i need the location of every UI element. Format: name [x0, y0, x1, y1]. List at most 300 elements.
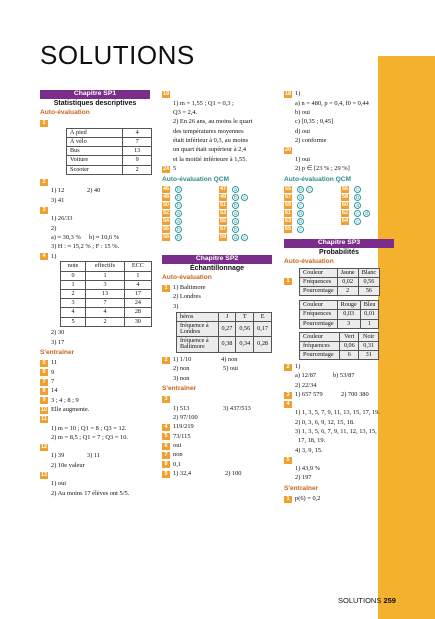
answer: 1) — [51, 252, 57, 260]
table-row — [67, 165, 152, 174]
answer: b) ≈ 10,6 % — [89, 233, 120, 241]
exercise-number: 19 — [162, 91, 170, 98]
answer-circle: c — [297, 202, 304, 209]
table-cell: 9 — [123, 156, 152, 165]
answer-circle: b — [354, 194, 361, 201]
answer: b) 53/87 — [333, 372, 355, 380]
chapter-sp1-subtitle: Statistiques descriptives — [53, 99, 137, 107]
qcm-item — [341, 217, 398, 225]
table-cell: Couleur — [300, 332, 340, 341]
exercise-number: 56 — [162, 225, 170, 232]
exercise-number: 6 — [162, 443, 170, 450]
exercise-number: 47 — [219, 185, 227, 192]
table-cell: 28 — [124, 308, 151, 317]
table-cell: Couleur — [300, 301, 338, 310]
exercise-number: 1 — [40, 120, 48, 127]
table-cell: 6 — [340, 351, 359, 360]
table-header-cell: J — [218, 312, 236, 321]
answer: 9 — [51, 368, 55, 376]
exercise-number: 60 — [341, 201, 349, 208]
answer: 1) m = 10 ; Q1 = 8 ; Q3 = 12. — [51, 424, 127, 432]
answer: 1) oui — [51, 480, 67, 488]
table-cell: 2 — [61, 289, 86, 298]
answer: 4) non — [221, 356, 238, 363]
heroes-table — [176, 312, 272, 353]
answer: 2) non — [173, 365, 190, 373]
qcm-item — [219, 225, 276, 233]
table-header-cell: note — [61, 262, 86, 271]
table-header-cell: héros — [177, 312, 219, 321]
answer: b) oui — [295, 109, 311, 117]
table-cell: 0,02 — [337, 277, 358, 286]
answer: 1) 1, 3, 5, 7, 9, 11, 13, 15, 17, 19. — [295, 409, 380, 417]
answer: 2) 0, 3, 6, 9, 12, 15, 18. — [295, 418, 355, 426]
table-cell: 13 — [86, 289, 125, 298]
table-cell: 4 — [86, 308, 125, 317]
autoeval-heading: Auto-évaluation — [162, 274, 212, 282]
answer: d) oui — [295, 127, 311, 135]
answer: des températures moyennes — [173, 127, 244, 135]
qcm-grid — [162, 185, 277, 241]
column-sp3 — [284, 90, 394, 504]
table-cell: Vert — [340, 332, 359, 341]
exercise-number: 61 — [284, 209, 292, 216]
table-cell: 1 — [86, 271, 125, 280]
answer-circle: b — [175, 202, 182, 209]
answer: 1) 12 — [51, 187, 65, 195]
qcm-heading: Auto-évaluation QCM — [284, 175, 352, 183]
table-cell: À vélo — [67, 137, 123, 146]
answer: 1) 39 — [51, 452, 65, 460]
answer: 3) 17 — [51, 338, 65, 346]
answer: 1) 43,9 % — [295, 465, 321, 473]
qcm-heading: Auto-évaluation QCM — [162, 175, 230, 183]
exercise-number: 65 — [284, 225, 292, 232]
table-cell: 0,01 — [360, 310, 379, 319]
answer: 4) 3, 9, 15. — [295, 446, 323, 454]
answer: c) [0,35 ; 0,45] — [295, 118, 334, 126]
exercise-number: 8 — [162, 461, 170, 468]
answer: 17, 18, 19. — [298, 437, 326, 445]
exercise-number: 59 — [219, 233, 227, 240]
answer: 3) 11 — [87, 452, 101, 460]
answer: 2) 97/100 — [173, 414, 198, 422]
table-header-cell: E — [254, 312, 272, 321]
exercise-number: 5 — [284, 457, 292, 464]
answer: non — [173, 451, 183, 459]
exercise-number: 3 — [284, 392, 292, 399]
table-header-cell: effectifs — [86, 262, 125, 271]
answer: 3) 41 — [51, 196, 65, 204]
answer: 5 — [173, 164, 177, 172]
table-cell: 2 — [123, 165, 152, 174]
exercise-number: 58 — [341, 193, 349, 200]
chapter-sp3-header: Chapitre SP3 — [284, 239, 394, 248]
answer: 1) — [295, 90, 301, 98]
exercise-number: 5 — [40, 360, 48, 367]
answer: 1) 513 — [173, 404, 190, 412]
answer: 3) non — [173, 374, 190, 382]
table-cell: 17 — [124, 289, 151, 298]
qcm-item — [219, 233, 276, 241]
exercise-number: 8 — [40, 388, 48, 395]
exercise-number: 52 — [162, 209, 170, 216]
qcm-item — [219, 185, 276, 193]
answer: 2) 40 — [87, 187, 101, 195]
answer-circle: b — [297, 218, 304, 225]
table-cell: 4 — [123, 128, 152, 137]
table-cell: Jaune — [337, 268, 358, 277]
exercise-number: 55 — [219, 217, 227, 224]
answer: oui — [173, 441, 182, 449]
answer-circle: b — [175, 226, 182, 233]
entrainer-heading: S'entraîner — [162, 385, 197, 393]
table-cell: Bleu — [360, 301, 379, 310]
page-number: 259 — [383, 596, 396, 605]
qcm-item — [162, 225, 219, 233]
exercise-number: 7 — [40, 379, 48, 386]
table-cell: 0,27 — [218, 321, 236, 336]
table-cell: Pourcentage — [300, 287, 338, 296]
table-cell: À pied — [67, 128, 123, 137]
qcm-item — [341, 185, 398, 193]
table-cell: 0,56 — [358, 277, 379, 286]
table-cell: 1 — [360, 319, 379, 328]
table-row — [61, 317, 152, 326]
exercise-number: 5 — [162, 433, 170, 440]
table-cell: Voiture — [67, 156, 123, 165]
table-cell: Pourcentage — [300, 351, 340, 360]
table-header-cell: T — [236, 312, 254, 321]
table-cell: 0,03 — [337, 310, 360, 319]
table-row — [61, 299, 152, 308]
qcm-item — [341, 209, 398, 217]
chapter-sp3-subtitle: Probabilités — [318, 249, 360, 257]
answer: 1) 1/10 — [173, 356, 192, 363]
answer: 2) 197 — [295, 474, 312, 482]
transport-table — [66, 128, 152, 175]
answer-circle: c — [354, 210, 361, 217]
exercise-number: 24 — [162, 165, 170, 172]
exercise-number: 46 — [162, 185, 170, 192]
exercise-number: 62 — [341, 209, 349, 216]
table-cell: Pourcentage — [300, 319, 338, 328]
answer: a) n = 480, p = 0,4, f0 = 0,44 — [295, 99, 369, 107]
table-row — [300, 351, 379, 360]
answer: 2) 700 380 — [341, 390, 369, 398]
table-cell: Rouge — [337, 301, 360, 310]
exercise-number: 6 — [40, 369, 48, 376]
answer-circle: b — [175, 234, 182, 241]
exercise-number: 56 — [341, 185, 349, 192]
answer: 2) 10e valeur — [51, 461, 85, 469]
exercise-number: 7 — [162, 452, 170, 459]
color-table-a — [299, 268, 380, 297]
table-cell: 0,56 — [236, 321, 254, 336]
table-cell: 0,28 — [254, 337, 272, 352]
answer: était inférieur à 0,3, au moins — [173, 136, 249, 144]
chapter-sp1-header: Chapitre SP1 — [40, 90, 150, 99]
exercise-number: 13 — [40, 471, 48, 478]
answer: et la moitié inférieure à 1,55. — [173, 155, 247, 163]
table-row — [300, 268, 380, 277]
answer-circle: a — [175, 210, 182, 217]
table-cell: Couleur — [300, 268, 338, 277]
table-cell: 7 — [86, 299, 125, 308]
table-cell: Bus — [67, 147, 123, 156]
exercise-number: 49 — [219, 193, 227, 200]
exercise-number: 57 — [284, 193, 292, 200]
exercise-number: 54 — [162, 217, 170, 224]
answer: 119/219 — [173, 423, 194, 431]
color-table-b — [299, 300, 379, 329]
qcm-item — [162, 233, 219, 241]
table-row — [67, 137, 152, 146]
table-cell: 0 — [61, 271, 86, 280]
table-header-cell: ECC — [124, 262, 151, 271]
answer: 2) m = 8,5 ; Q1 = 7 ; Q3 = 10. — [51, 433, 129, 441]
table-cell: 0,34 — [236, 337, 254, 352]
exercise-number: 63 — [284, 217, 292, 224]
qcm-item — [341, 201, 398, 209]
table-cell: 3 — [86, 280, 125, 289]
table-cell: 7 — [123, 137, 152, 146]
exercise-number: 2 — [162, 357, 170, 364]
exercise-number: 55 — [284, 185, 292, 192]
table-cell: 2 — [337, 287, 358, 296]
answer-circle: b — [297, 186, 304, 193]
table-cell: 31 — [359, 351, 379, 360]
answer: 3) H : ≈ 15,2 % ; F : 15 %. — [51, 243, 120, 251]
answer-circle: c — [354, 186, 361, 193]
answer: 2) 30 — [51, 329, 65, 337]
table-cell: fréquences — [300, 342, 340, 351]
table-row — [300, 332, 379, 341]
table-row — [300, 342, 379, 351]
notes-table — [60, 261, 152, 326]
answer: 2) En 26 ans, au moins le quart — [173, 118, 253, 126]
exercise-number: 50 — [162, 201, 170, 208]
answer: a) 12/87 — [295, 372, 317, 380]
answer: 2) — [51, 224, 57, 232]
table-cell: 3 — [337, 319, 360, 328]
answer-circle: b — [175, 194, 182, 201]
table-cell: Fréquences — [300, 310, 338, 319]
answer-circle: d — [363, 210, 370, 217]
table-row — [61, 289, 152, 298]
qcm-item — [284, 209, 341, 217]
answer-circle: b — [297, 210, 304, 217]
page-footer — [338, 597, 396, 605]
answer: 2) 100 — [225, 469, 242, 477]
entrainer-heading: S'entraîner — [40, 349, 75, 357]
exercise-number: 58 — [162, 233, 170, 240]
exercise-number: 1 — [162, 285, 170, 292]
table-cell: Noir — [359, 332, 379, 341]
answer: 2) p ∈ [23 % ; 29 %] — [295, 164, 350, 172]
qcm-item — [284, 201, 341, 209]
chapter-sp2-header: Chapitre SP2 — [162, 255, 272, 264]
answer-circle: c — [354, 218, 361, 225]
table-cell: 1 — [124, 271, 151, 280]
answer: 1) oui — [295, 155, 311, 163]
table-row — [67, 156, 152, 165]
answer-circle: c — [241, 234, 248, 241]
table-row — [61, 280, 152, 289]
chapter-sp2-subtitle: Échantillonnage — [189, 265, 245, 273]
answer: 14 — [51, 387, 58, 395]
answer-circle: a — [297, 194, 304, 201]
table-row — [177, 337, 272, 352]
table-cell: 2 — [86, 317, 125, 326]
answer: p(6) = 0,2 — [295, 495, 321, 503]
answer: 3) 1, 3, 5, 6, 7, 9, 11, 12, 13, 15, — [295, 428, 377, 435]
exercise-number: 4 — [162, 424, 170, 431]
table-cell: 0,38 — [218, 337, 236, 352]
exercise-number: 2 — [284, 364, 292, 371]
qcm-grid — [284, 185, 399, 233]
answer: 1) 657 579 — [295, 390, 323, 398]
table-cell: 24 — [124, 299, 151, 308]
table-cell: 4 — [124, 280, 151, 289]
answer-circle: a — [232, 234, 239, 241]
table-row — [300, 310, 379, 319]
exercise-number: 51 — [219, 201, 227, 208]
answer-circle: a — [354, 202, 361, 209]
answer-circle: b — [232, 226, 239, 233]
answer: Elle augmente. — [51, 405, 90, 413]
exercise-number: 9 — [40, 397, 48, 404]
autoeval-heading: Auto-évaluation — [40, 108, 90, 116]
qcm-item — [162, 209, 219, 217]
exercise-number: 48 — [162, 193, 170, 200]
answer: 7 — [51, 378, 55, 386]
answer-circle: c — [306, 186, 313, 193]
table-cell: 0,31 — [359, 342, 379, 351]
exercise-number: 4 — [40, 253, 48, 260]
qcm-item — [162, 217, 219, 225]
answer: 2) Au moins 17 élèves ont 5/5. — [51, 489, 130, 497]
answer: 2) 22/34 — [295, 381, 317, 389]
autoeval-heading: Auto-évaluation — [284, 258, 334, 266]
table-row — [300, 287, 380, 296]
table-row — [177, 321, 272, 336]
table-cell: fréquence à Baltimore — [177, 337, 219, 352]
table-row — [300, 319, 379, 328]
table-row — [300, 301, 379, 310]
color-table-c — [299, 332, 379, 361]
table-cell: 56 — [358, 287, 379, 296]
table-row — [61, 308, 152, 317]
exercise-number: 59 — [284, 201, 292, 208]
answer: 0,1 — [173, 460, 181, 468]
answer: 1) 32,4 — [173, 469, 192, 477]
answer: 1) Baltimore — [173, 284, 206, 292]
answer: Q3 = 2,4. — [173, 109, 198, 117]
answer: 3) — [173, 302, 179, 310]
answer-circle: a — [232, 210, 239, 217]
exercise-number: 2 — [40, 179, 48, 186]
answer-circle: a — [232, 186, 239, 193]
table-cell: Scooter — [67, 165, 123, 174]
qcm-item — [219, 201, 276, 209]
column-sp2 — [162, 90, 272, 479]
answer-circle: c — [241, 194, 248, 201]
answer: 11 — [51, 359, 58, 367]
qcm-item — [284, 225, 341, 233]
exercise-number: 20 — [284, 146, 292, 153]
table-cell: fréquence à Londres — [177, 321, 219, 336]
exercise-number: 11 — [41, 415, 47, 422]
answer: 3) 437/513 — [223, 404, 251, 412]
page-title: SOLUTIONS — [40, 40, 195, 70]
table-row — [300, 277, 380, 286]
answer: 5) oui — [223, 365, 239, 373]
table-cell: 13 — [123, 147, 152, 156]
column-sp1 — [40, 90, 150, 498]
orange-bar-cutout — [378, 36, 435, 56]
table-cell: 5 — [61, 317, 86, 326]
exercise-number: 18 — [284, 91, 292, 98]
answer: 2) conforme — [295, 136, 327, 144]
footer-label: SOLUTIONS — [338, 596, 382, 605]
table-cell: 30 — [124, 317, 151, 326]
table-cell: 1 — [61, 280, 86, 289]
table-cell: Fréquences — [300, 277, 338, 286]
qcm-item — [219, 193, 276, 201]
answer-circle: a — [232, 218, 239, 225]
entrainer-heading: S'entraîner — [284, 485, 319, 493]
exercise-number: 53 — [219, 209, 227, 216]
answer: 1) m = 1,55 ; Q1 = 0,3 ; — [173, 99, 234, 107]
qcm-item — [162, 193, 219, 201]
qcm-item — [219, 217, 276, 225]
exercise-number: 57 — [219, 225, 227, 232]
exercise-number: 1 — [284, 278, 292, 285]
qcm-item — [162, 201, 219, 209]
answer-circle: a — [175, 218, 182, 225]
exercise-number: 3 — [162, 396, 170, 403]
qcm-item — [219, 209, 276, 217]
exercise-number: 4 — [284, 401, 292, 408]
table-row — [67, 147, 152, 156]
answer: 1) — [295, 362, 301, 370]
exercise-number: 3 — [40, 207, 48, 214]
table-cell: 0,17 — [254, 321, 272, 336]
answer-circle: b — [175, 186, 182, 193]
answer: un quart était supérieur à 2,4 — [173, 146, 247, 154]
table-cell: 0,06 — [340, 342, 359, 351]
answer: a) ≈ 30,3 % — [51, 233, 81, 241]
answer: 3 ; 4 ; 8 ; 9 — [51, 396, 79, 404]
table-row — [61, 271, 152, 280]
answer-circle: c — [297, 226, 304, 233]
exercise-number: 1 — [284, 496, 292, 503]
answer: 2) Londres — [173, 293, 201, 301]
answer-circle: b — [232, 194, 239, 201]
exercise-number: 9 — [162, 471, 170, 478]
table-cell: Blanc — [358, 268, 379, 277]
answer: 1) 26/33 — [51, 215, 73, 223]
table-cell: 4 — [61, 308, 86, 317]
exercise-number: 12 — [40, 443, 48, 450]
qcm-item — [284, 185, 341, 193]
answer-circle: b — [232, 202, 239, 209]
qcm-item — [284, 217, 341, 225]
qcm-item — [341, 193, 398, 201]
answer: 73/115 — [173, 432, 191, 440]
table-row — [67, 128, 152, 137]
